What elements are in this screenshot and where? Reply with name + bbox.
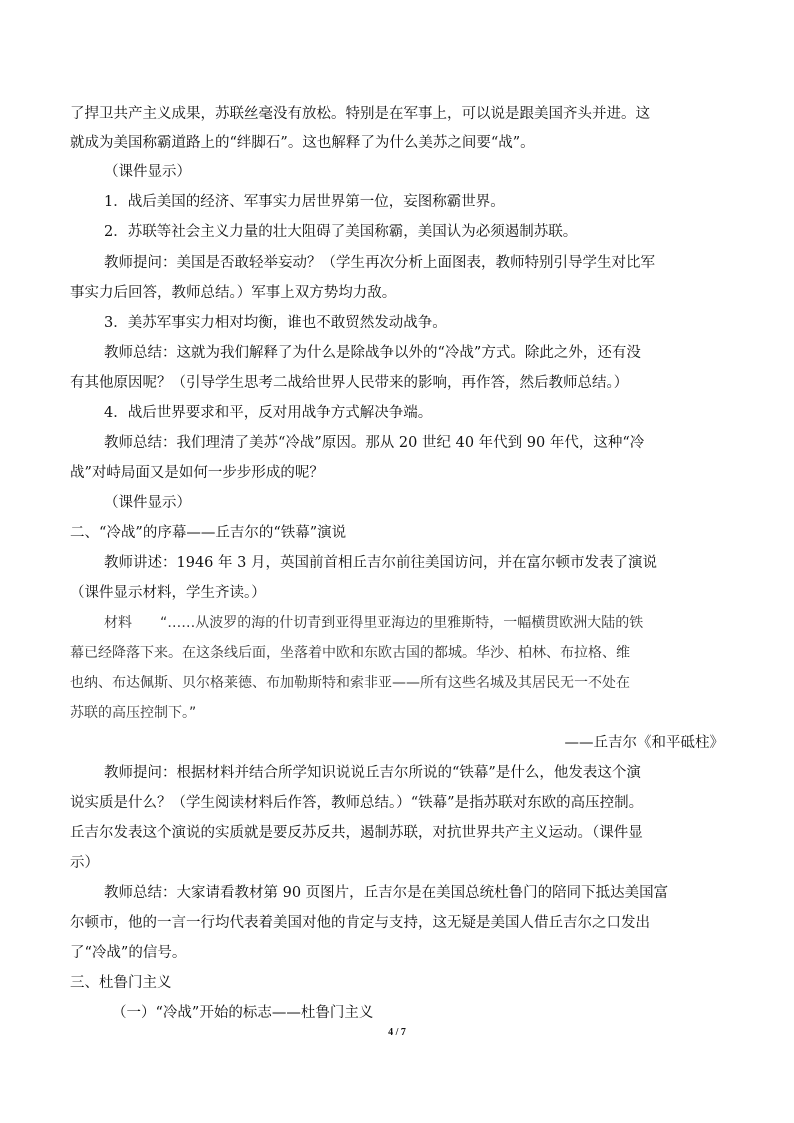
- note-line: （课件显示）: [104, 164, 191, 180]
- quote-line: 幕已经降落下来。在这条线后面，坐落着中欧和东欧古国的都城。华沙、柏林、布拉格、维: [70, 645, 630, 661]
- paragraph-line: 教师提问：根据材料并结合所学知识说说丘吉尔所说的“铁幕”是什么，他发表这个演: [104, 765, 641, 781]
- quote-line: 也纳、布达佩斯、贝尔格莱德、布加勒斯特和索非亚——所有这些名城及其居民无一不处在: [70, 675, 630, 691]
- quote-line: 材料 “……从波罗的海的什切青到亚得里亚海边的里雅斯特，一幅横贯欧洲大陆的铁: [104, 615, 644, 631]
- paragraph-line: 有其他原因呢？（引导学生思考二战给世界人民带来的影响，再作答，然后教师总结。）: [70, 375, 629, 391]
- section-heading: 二、“冷战”的序幕——丘吉尔的“铁幕”演说: [70, 525, 347, 541]
- paragraph-line: 教师总结：我们理清了美苏“冷战”原因。那从 20 世纪 40 年代到 90 年代，这种“冷: [104, 435, 645, 451]
- list-item: 3．美苏军事实力相对均衡，谁也不敢贸然发动战争。: [104, 315, 447, 331]
- paragraph-line: 教师总结：这就为我们解释了为什么是除战争以外的“冷战”方式。除此之外，还有没: [104, 345, 641, 361]
- paragraph-line: 尔顿市，他的一言一行均代表着美国对他的肯定与支持，这无疑是美国人借丘吉尔之口发出: [70, 915, 650, 931]
- paragraph-line: 教师提问：美国是否敢轻举妄动？（学生再次分析上面图表，教师特别引导学生对比军: [104, 255, 655, 271]
- paragraph-line: 战”对峙局面又是如何一步步形成的呢？: [70, 465, 324, 481]
- paragraph-line: 就成为美国称霸道路上的“绊脚石”。这也解释了为什么美苏之间要“战”。: [70, 135, 535, 151]
- paragraph-line: 教师总结：大家请看教材第 90 页图片，丘吉尔是在美国总统杜鲁门的陪同下抵达美国富: [104, 885, 669, 901]
- paragraph-line: （课件显示材料，学生齐读。）: [70, 585, 266, 601]
- list-item: 1．战后美国的经济、军事实力居世界第一位，妄图称霸世界。: [104, 194, 505, 210]
- list-item: 2．苏联等社会主义力量的壮大阻碍了美国称霸，美国认为必须遏制苏联。: [104, 224, 578, 240]
- quote-attribution: ——丘吉尔《和平砥柱》: [564, 735, 724, 751]
- note-line: （课件显示）: [104, 495, 191, 511]
- paragraph-line: 丘吉尔发表这个演说的实质就是要反苏反共，遏制苏联，对抗世界共产主义运动。（课件显: [70, 825, 643, 841]
- paragraph-line: 事实力后回答，教师总结。）军事上双方势均力敌。: [70, 285, 397, 301]
- subsection-heading: （一）“冷战”开始的标志——杜鲁门主义: [112, 1005, 374, 1021]
- section-heading: 三、杜鲁门主义: [70, 975, 172, 991]
- paragraph-line: 示）: [70, 855, 99, 871]
- list-item: 4．战后世界要求和平，反对用战争方式解决争端。: [104, 405, 433, 421]
- paragraph-line: 说实质是什么？（学生阅读材料后作答，教师总结。）“铁幕”是指苏联对东欧的高压控制。: [70, 795, 644, 811]
- quote-line: 苏联的高压控制下。”: [70, 705, 197, 721]
- paragraph-line: 教师讲述：1946 年 3 月，英国前首相丘吉尔前往美国访问，并在富尔顿市发表了演说: [104, 555, 657, 571]
- paragraph-line: 了“冷战”的信号。: [70, 945, 187, 961]
- page-number: 4 / 7: [388, 1027, 406, 1038]
- paragraph-line: 了捍卫共产主义成果，苏联丝毫没有放松。特别是在军事上，可以说是跟美国齐头并进。这: [70, 106, 650, 122]
